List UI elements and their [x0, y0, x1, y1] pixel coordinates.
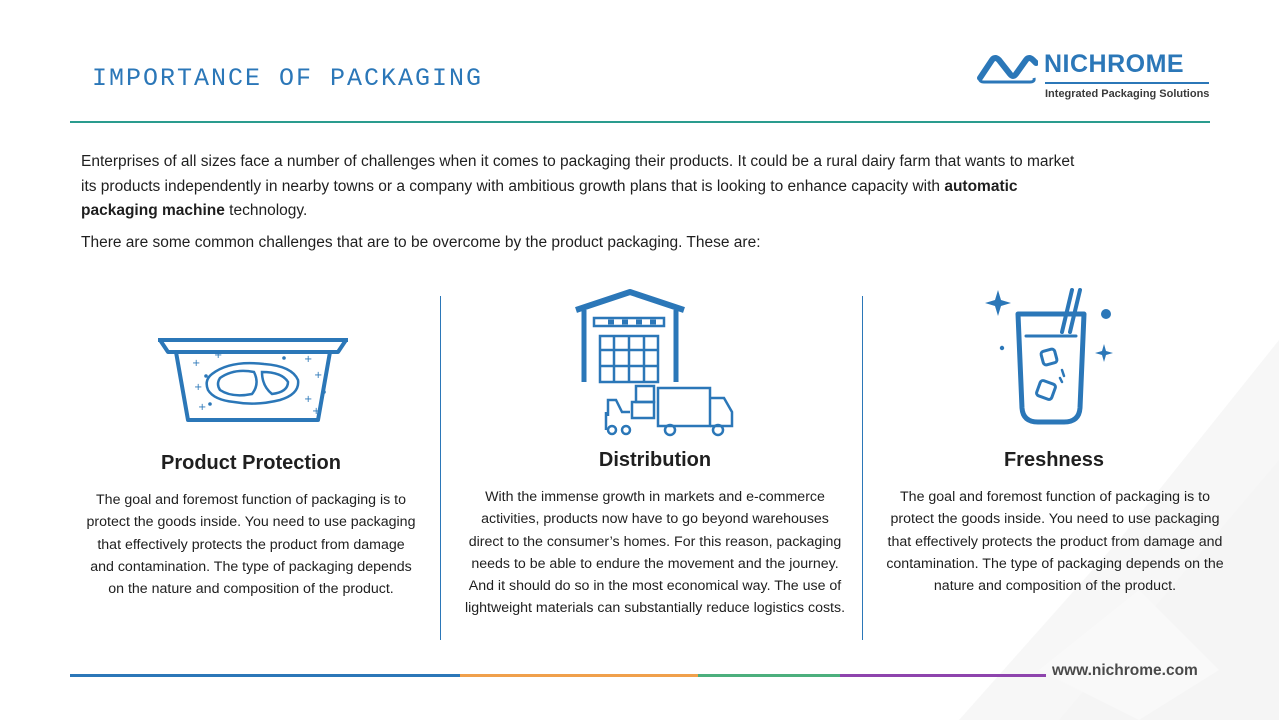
svg-text:+: + [312, 406, 321, 417]
intro-text-end: technology. [224, 202, 308, 219]
column-divider-1 [440, 296, 441, 640]
column-divider-2 [862, 296, 863, 640]
logo-mark-icon [976, 54, 1038, 84]
footer-rule-orange [460, 674, 698, 677]
svg-text:+: + [192, 358, 201, 369]
heading-product-protection: Product Protection [160, 452, 341, 474]
website-url[interactable]: www.nichrome.com [1052, 662, 1198, 679]
svg-text:+: + [214, 350, 223, 361]
logo-name: NICHROME [1044, 50, 1185, 78]
text-product-protection: The goal and foremost function of packaging is to protect the goods inside. You need to use packaging that effectively protects the product from damage and contamination. The type of packaging depends on the nature and composition of the product. [86, 492, 416, 598]
footer-rule-green [698, 674, 840, 677]
text-freshness: The goal and foremost function of packaging is to protect the goods inside. You need to use packaging that effectively protects the product from damage and contamination. The type of packaging depends on the nature and composition of the product. [886, 489, 1224, 595]
logo-tagline: Integrated Packaging Solutions [1045, 88, 1210, 100]
svg-text:+: + [304, 394, 313, 405]
intro-text-start: Enterprises of all sizes face a number of challenges when it comes to packaging their products. It could be a rural dairy farm that wants to market its products independently in nearby towns or a company with ambitious growth plans that is looking to enhance capacity with [81, 153, 1075, 195]
intro-challenges-line: There are some common challenges that are to be overcome by the product packaging. These are: [81, 234, 761, 251]
nichrome-logo [976, 50, 1216, 106]
meat-tray-icon [154, 330, 352, 426]
footer-rule-blue [70, 674, 460, 677]
intro-paragraph [81, 150, 1091, 224]
heading-distribution: Distribution [598, 449, 712, 471]
text-distribution: With the immense growth in markets and e-commerce activities, products now have to go beyond warehouses direct to the consumer’s homes. For this reason, packaging needs to be able to endure the movement and the journey. And it should do so in the most economical way. The use of lightweight materials can substantially reduce logistics costs. [464, 489, 846, 617]
page-title: IMPORTANCE OF PACKAGING [92, 64, 484, 93]
logo-underline [1045, 82, 1209, 84]
svg-text:+: + [314, 370, 323, 381]
svg-text:+: + [194, 382, 203, 393]
svg-text:+: + [198, 402, 207, 413]
heading-freshness: Freshness [1003, 449, 1105, 471]
intro-bold-link: automatic packaging machine [81, 177, 1018, 219]
header-divider [70, 121, 1210, 123]
warehouse-truck-icon [572, 288, 736, 440]
footer-rule-purple [840, 674, 1046, 677]
svg-text:+: + [304, 354, 313, 365]
iced-drink-icon [984, 286, 1116, 426]
